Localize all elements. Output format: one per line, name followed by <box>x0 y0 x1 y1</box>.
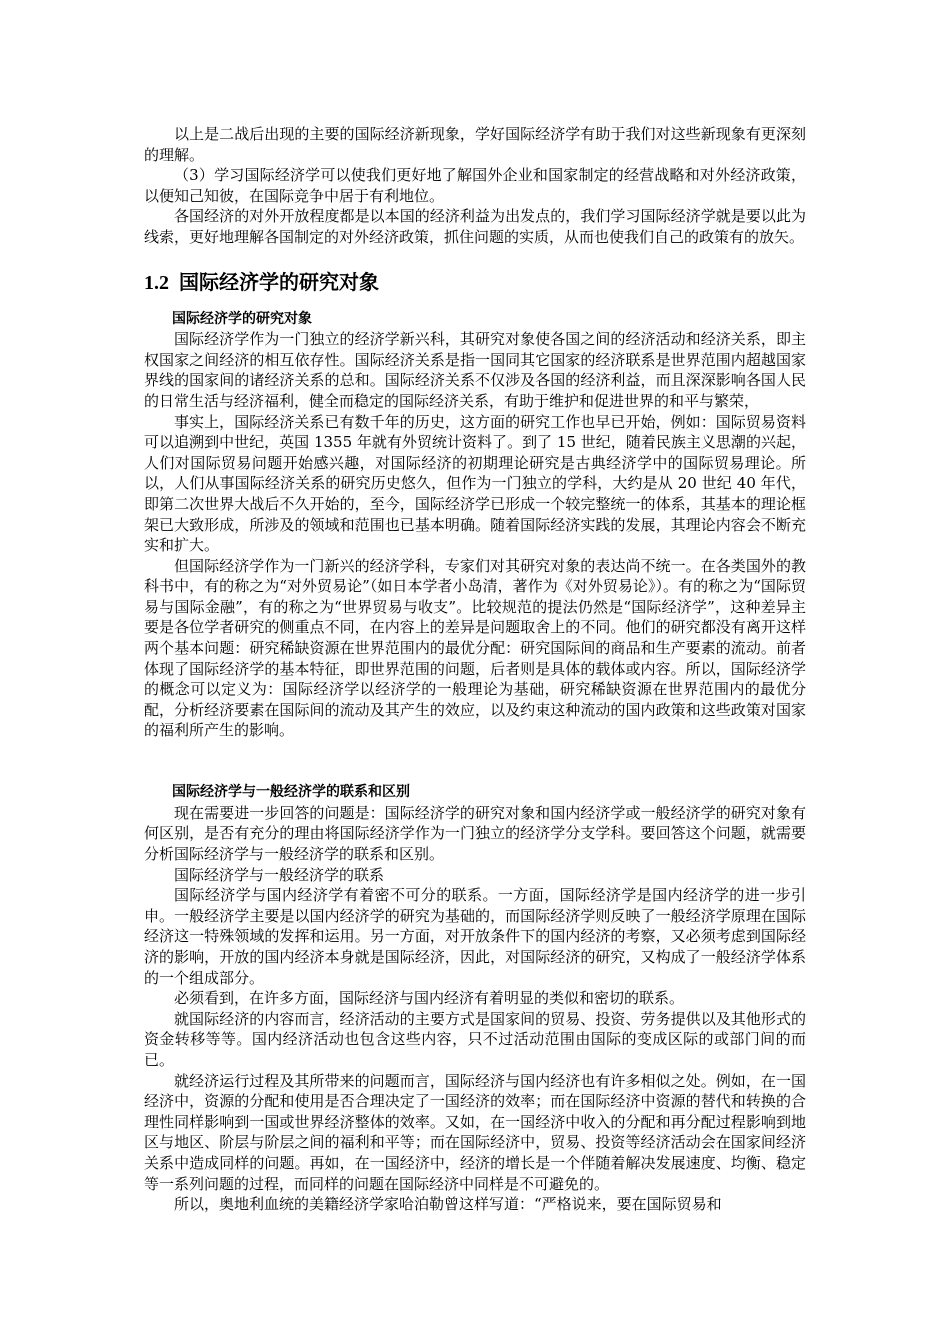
part2-paragraph-b5: 所以，奥地利血统的美籍经济学家哈泊勒曾这样写道：“严格说来，要在国际贸易和 <box>174 1195 722 1214</box>
part1-paragraph-3: 但国际经济学作为一门新兴的经济学科，专家们对其研究对象的表达尚不统一。在各类国外的教科书中，有的称之为“对外贸易论”（如日本学者小岛清，著作为《对外贸易论》）。有的称之为“国际贸易与国际金融”，有的称之为“世界贸易与收支”。比较规范的提法仍然是“国际经济学”，这种差异主要是各位学者研究的侧重点不同，在内容上的差异是问题取舍上的不同。他们的研究都没有离开这样两个基本问题：研究稀缺资源在世界范围内的最优分配：研究国际间的商品和生产要素的流动。前者体现了国际经济学的基本特征，即世界范围的问题，后者则是具体的载体或内容。所以，国际经济学的概念可以定义为：国际经济学以经济学的一般理论为基础，研究稀缺资源在世界范围内的最优分配，分析经济要素在国际间的流动及其产生的效应，以及约束这种流动的国内政策和这些政策对国家的福利所产生的影响。 <box>144 556 806 740</box>
spacer <box>144 741 806 762</box>
section-heading <box>144 267 806 297</box>
section-title: 国际经济学的研究对象 <box>179 269 379 294</box>
spacer <box>144 297 806 309</box>
intro-paragraph-1: 以上是二战后出现的主要的国际经济新现象，学好国际经济学有助于我们对这些新现象有更深刻的理解。 <box>144 125 806 164</box>
part2-paragraph-b3: 就国际经济的内容而言，经济活动的主要方式是国家间的贸易、投资、劳务提供以及其他形式的资金转移等等。国内经济活动也包含这些内容，只不过活动范围由国际的变成区际的或部门间的而已。 <box>144 1009 806 1069</box>
part2-heading: 国际经济学与一般经济学的联系和区别 <box>172 784 410 801</box>
part2-paragraph-b4: 就经济运行过程及其所带来的问题而言，国际经济与国内经济也有许多相似之处。例如，在一国经济中，资源的分配和使用是否合理决定了一国经济的效率；而在国际经济中资源的替代和转换的合理性同样影响到一国或世界经济整体的效率。又如，在一国经济中收入的分配和再分配过程影响到地区与地区、阶层与阶层之间的福利和平等；而在国际经济中，贸易、投资等经济活动会在国家间经济关系中造成同样的问题。再如，在一国经济中，经济的增长是一个伴随着解决发展速度、均衡、稳定等一系列问题的过程，而同样的问题在国际经济中同样是不可避免的。 <box>144 1071 806 1193</box>
part1-heading: 国际经济学的研究对象 <box>172 310 312 327</box>
part2-subheading: 国际经济学与一般经济学的联系 <box>174 865 385 884</box>
part2-paragraph-b1: 国际经济学与国内经济学有着密不可分的联系。一方面，国际经济学是国内经济学的进一步引申。一般经济学主要是以国内经济学的研究为基础的，而国际经济学则反映了一般经济学原理在国际经济这一特殊领域的发挥和运用。另一方面，对开放条件下的国内经济的考察，又必须考虑到国际经济的影响，开放的国内经济本身就是国际经济，因此，对国际经济的研究，又构成了一般经济学体系的一个组成部分。 <box>144 886 806 987</box>
spacer <box>144 248 806 267</box>
part2-paragraph-b2: 必须看到，在许多方面，国际经济与国内经济有着明显的类似和密切的联系。 <box>174 989 685 1008</box>
document-page <box>144 124 806 1215</box>
part1-paragraph-1: 国际经济学作为一门独立的经济学新兴科，其研究对象使各国之间的经济活动和经济关系，即主权国家之间经济的相互依存性。国际经济关系是指一国同其它国家的经济联系是世界范围内超越国家界线的国家间的诸经济关系的总和。国际经济关系不仅涉及各国的经济利益，而且深深影响各国人民的日常生活与经济福利，健全而稳定的国际经济关系，有助于维护和促进世界的和平与繁荣， <box>144 330 806 410</box>
section-number: 1.2 <box>144 271 169 294</box>
intro-paragraph-3: 各国经济的对外开放程度都是以本国的经济利益为出发点的，我们学习国际经济学就是要以此为线索，更好地理解各国制定的对外经济政策，抓住问题的实质，从而也使我们自己的政策有的放矢。 <box>144 207 806 246</box>
part1-paragraph-2: 事实上，国际经济关系已有数千年的历史，这方面的研究工作也早已开始，例如：国际贸易资料可以追溯到中世纪，英国 1355 年就有外贸统计资料了。到了 15 世纪，随着民族主义思潮的兴起，人们对国际贸易问题开始感兴趣，对国际经济的初期理论研究是古典经济学中的国际贸易理论。所以，人们从事国际经济关系的研究历史悠久，但作为一门独立的学科，大约是从 20 世纪 40 年代，即第二次世界大战后不久开始的，至今，国际经济学已形成一个较完整统一的体系，其基本的理论框架已大致形成，所涉及的领域和范围也已基本明确。随着国际经济实践的发展，其理论内容会不断充实和扩大。 <box>144 412 806 555</box>
part2-paragraph-a1: 现在需要进一步回答的问题是：国际经济学的研究对象和国内经济学或一般经济学的研究对象有何区别，是否有充分的理由将国际经济学作为一门独立的经济学分支学科。要回答这个问题，就需要分析国际经济学与一般经济学的联系和区别。 <box>144 803 806 863</box>
spacer <box>144 762 806 783</box>
intro-paragraph-2: （3）学习国际经济学可以使我们更好地了解国外企业和国家制定的经营战略和对外经济政策，以便知己知彼，在国际竞争中居于有利地位。 <box>144 166 806 205</box>
